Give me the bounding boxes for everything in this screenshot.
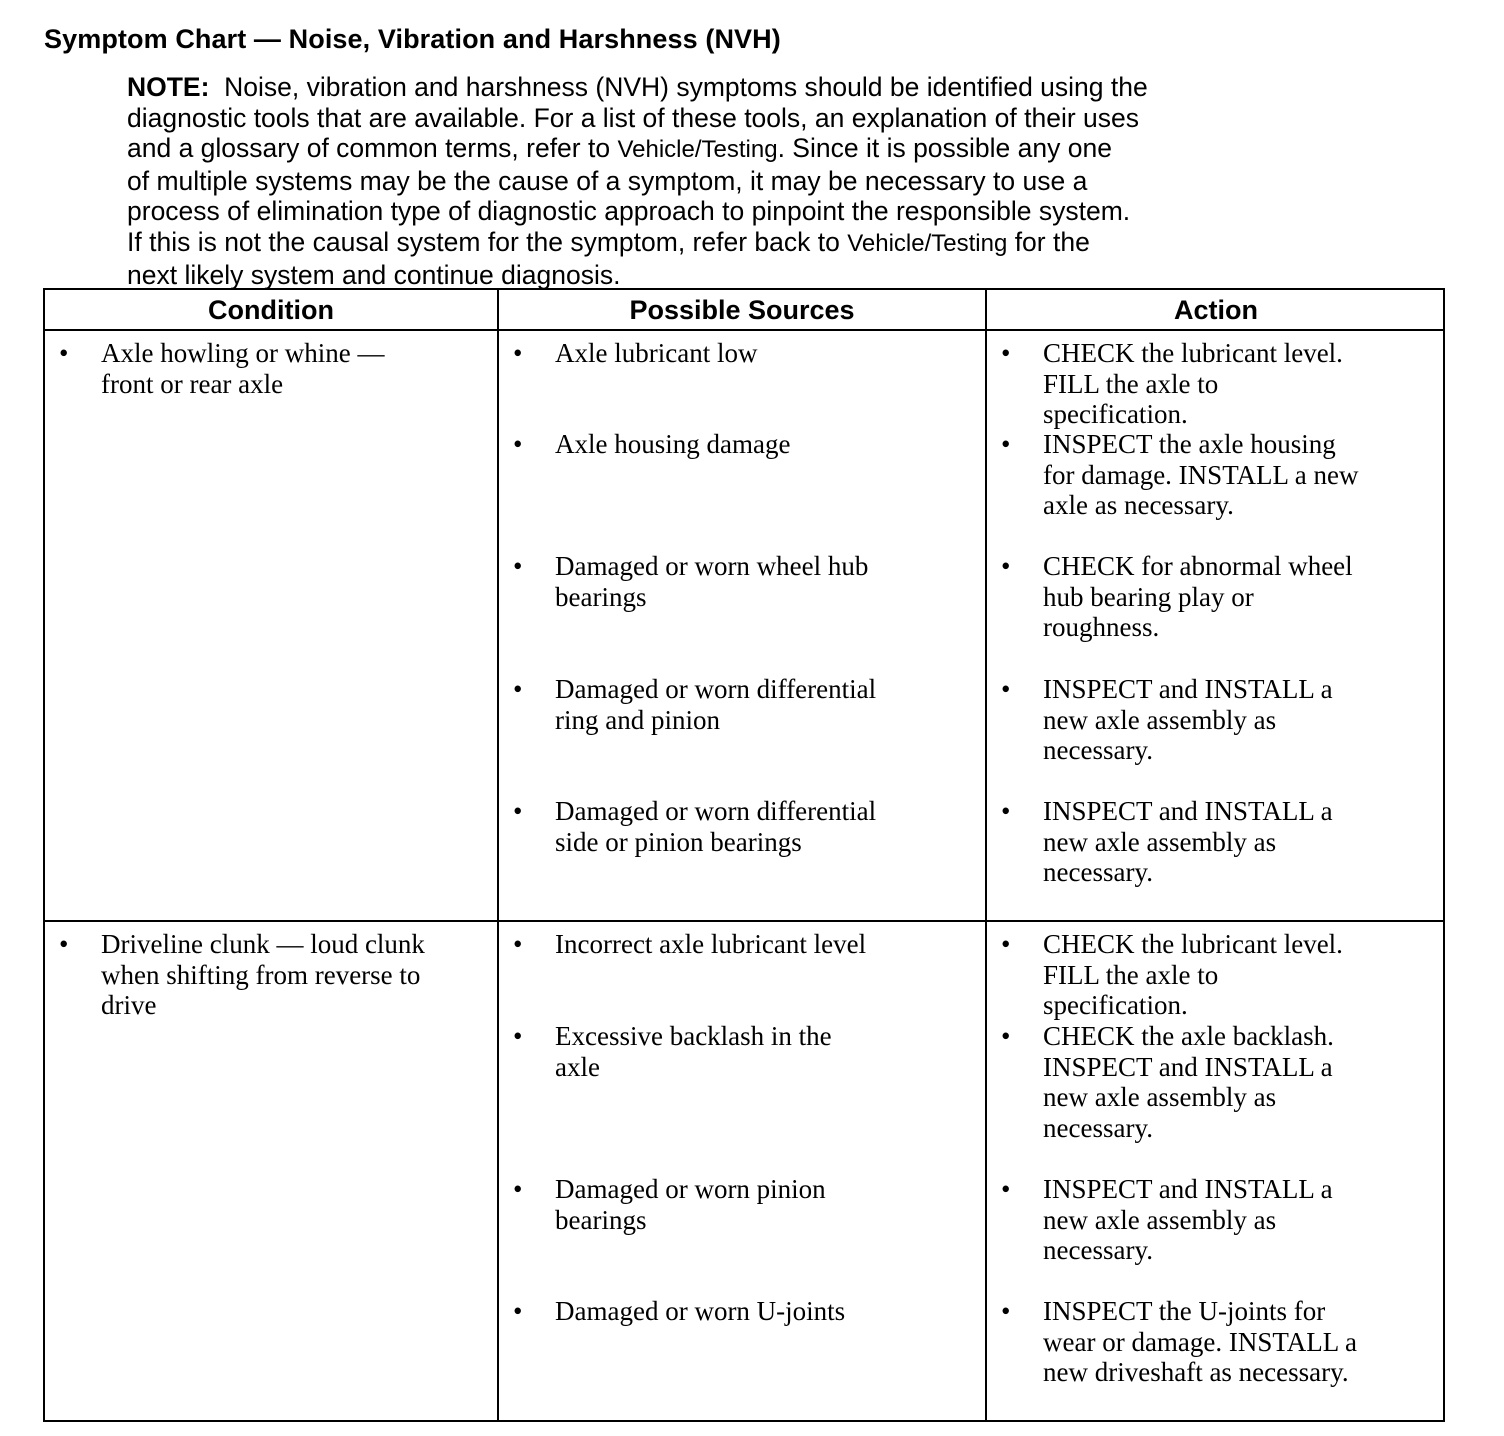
- bullet: •: [1001, 551, 1011, 581]
- action-text: CHECK for abnormal wheel hub bearing play or roughness.: [1043, 551, 1353, 643]
- bullet: •: [1001, 1174, 1011, 1204]
- note-reference: Vehicle/Testing: [847, 229, 1008, 257]
- action-text: CHECK the lubricant level. FILL the axle to specification.: [1043, 338, 1343, 430]
- note-line-2: diagnostic tools that are available. For a list of these tools, an explanation of their uses: [127, 102, 1140, 133]
- action-text: INSPECT and INSTALL a new axle assembly as necessary.: [1043, 796, 1333, 888]
- bullet: •: [513, 674, 523, 704]
- header-possible-sources: Possible Sources: [629, 295, 855, 325]
- condition-text: Driveline clunk — loud clunk when shifting from reverse to drive: [101, 929, 425, 1021]
- bullet: •: [1001, 338, 1011, 368]
- source-text: Excessive backlash in the axle: [555, 1021, 832, 1082]
- action-text: CHECK the axle backlash. INSPECT and INSTALL a new axle assembly as necessary.: [1043, 1021, 1334, 1143]
- source-text: Damaged or worn wheel hub bearings: [555, 551, 869, 612]
- note-reference: Vehicle/Testing: [617, 136, 778, 164]
- bullet: •: [513, 929, 523, 959]
- action-text: INSPECT and INSTALL a new axle assembly as necessary.: [1043, 674, 1333, 766]
- header-action: Action: [1174, 295, 1258, 325]
- source-text: Damaged or worn U-joints: [555, 1296, 846, 1326]
- header-condition: Condition: [208, 295, 334, 325]
- bullet: •: [59, 338, 69, 368]
- note-line-4: of multiple systems may be the cause of a symptom, it may be necessary to use a: [127, 165, 1088, 196]
- column-divider: [985, 290, 987, 1420]
- bullet: •: [1001, 1296, 1011, 1326]
- bullet: •: [513, 338, 523, 368]
- bullet: •: [1001, 429, 1011, 459]
- note-line-6b: for the: [1007, 226, 1090, 257]
- note-line-1: Noise, vibration and harshness (NVH) symptoms should be identified using the: [224, 72, 1148, 102]
- source-text: Damaged or worn pinion bearings: [555, 1174, 826, 1235]
- column-divider: [497, 290, 499, 1420]
- bullet: •: [513, 1174, 523, 1204]
- bullet: •: [1001, 929, 1011, 959]
- action-text: INSPECT and INSTALL a new axle assembly as necessary.: [1043, 1174, 1333, 1266]
- action-text: INSPECT the axle housing for damage. INSTALL a new axle as necessary.: [1043, 429, 1359, 521]
- action-text: INSPECT the U-joints for wear or damage. INSTALL a new driveshaft as necessary.: [1043, 1296, 1357, 1388]
- bullet: •: [513, 1296, 523, 1326]
- row-divider: [45, 920, 1443, 922]
- source-text: Damaged or worn differential side or pinion bearings: [555, 796, 877, 857]
- source-text: Axle housing damage: [555, 429, 791, 459]
- note-line-7: next likely system and continue diagnosis.: [127, 259, 621, 290]
- note-line-6a: If this is not the causal system for the symptom, refer back to: [127, 226, 840, 257]
- source-text: Incorrect axle lubricant level: [555, 929, 867, 959]
- bullet: •: [513, 429, 523, 459]
- note-line-3a: and a glossary of common terms, refer to: [127, 133, 611, 164]
- symptom-table: [43, 288, 1445, 1422]
- bullet: •: [1001, 674, 1011, 704]
- bullet: •: [59, 929, 69, 959]
- bullet: •: [513, 551, 523, 581]
- bullet: •: [513, 1021, 523, 1051]
- source-text: Damaged or worn differential ring and pinion: [555, 674, 877, 735]
- note-line-3b: . Since it is possible any one: [777, 133, 1112, 164]
- bullet: •: [1001, 796, 1011, 826]
- condition-text: Axle howling or whine — front or rear axle: [101, 338, 385, 399]
- note-line-5: process of elimination type of diagnostic approach to pinpoint the responsible system.: [127, 196, 1131, 227]
- page-title: Symptom Chart — Noise, Vibration and Harshness (NVH): [44, 24, 781, 54]
- note-label: NOTE:: [127, 72, 210, 102]
- source-text: Axle lubricant low: [555, 338, 758, 368]
- note-paragraph: [127, 72, 1367, 290]
- bullet: •: [513, 796, 523, 826]
- bullet: •: [1001, 1021, 1011, 1051]
- action-text: CHECK the lubricant level. FILL the axle to specification.: [1043, 929, 1343, 1021]
